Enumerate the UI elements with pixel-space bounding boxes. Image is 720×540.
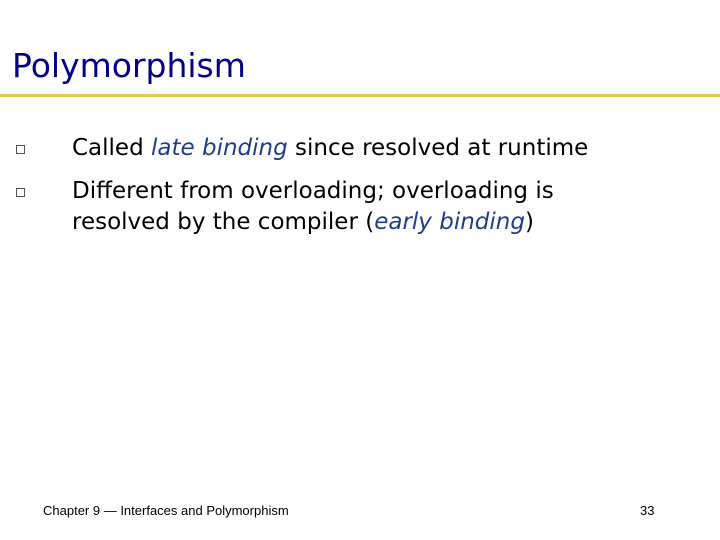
bullet-line-2-before: resolved by the compiler ( (72, 209, 375, 235)
slide-title: Polymorphism (12, 46, 246, 85)
square-bullet-icon (16, 145, 25, 154)
bullet-list (72, 133, 692, 250)
footer-chapter-label: Chapter 9 — Interfaces and Polymorphism (43, 503, 289, 518)
bullet-emphasis-early-binding: early binding (374, 209, 525, 235)
bullet-text-after: since resolved at runtime (287, 135, 589, 161)
bullet-text-before: Called (72, 135, 151, 161)
square-bullet-icon (16, 188, 25, 197)
bullet-emphasis-late-binding: late binding (151, 135, 288, 161)
footer-page-number: 33 (640, 503, 655, 518)
bullet-item-late-binding (72, 133, 692, 164)
title-divider (0, 94, 720, 97)
bullet-item-overloading (72, 176, 692, 238)
bullet-line-1: Different from overloading; overloading is (72, 178, 554, 204)
bullet-line-2-after: ) (524, 209, 534, 235)
